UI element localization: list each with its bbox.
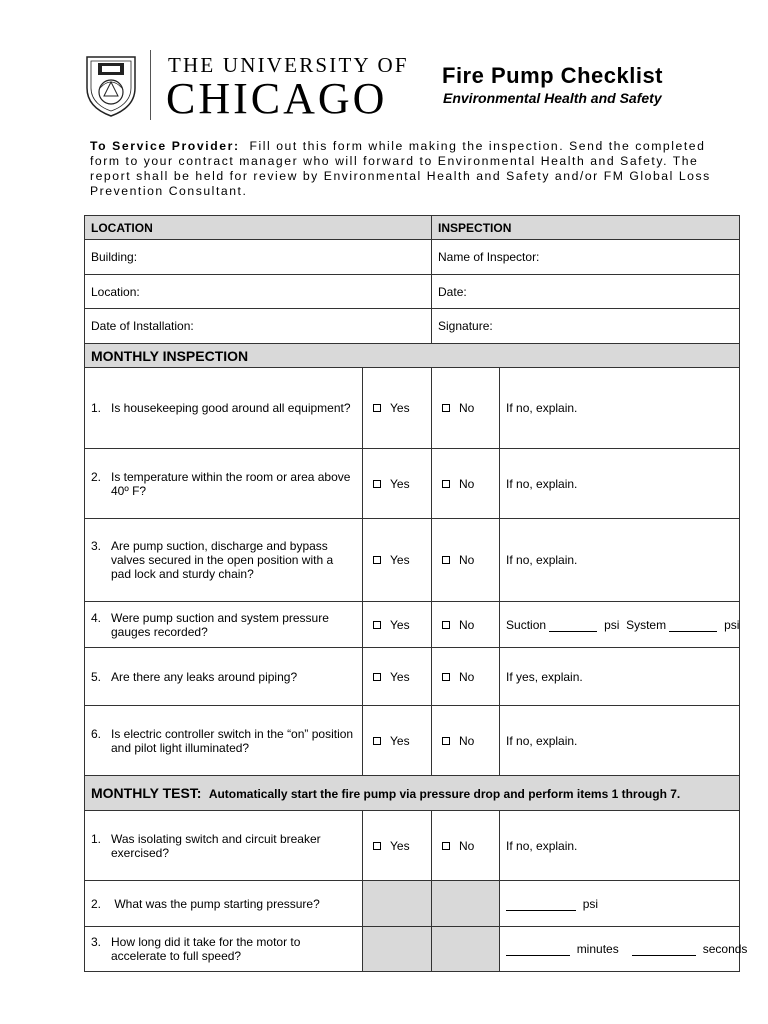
item-number: 6. xyxy=(91,726,102,741)
item-number: 2. xyxy=(91,896,102,911)
monthly-test-title: MONTHLY TEST: xyxy=(91,785,202,801)
form-subtitle: Environmental Health and Safety xyxy=(443,90,662,106)
no-checkbox[interactable]: No xyxy=(438,477,474,491)
university-seal-icon xyxy=(84,54,138,118)
disabled-cell xyxy=(363,927,432,972)
item-number: 4. xyxy=(91,610,102,625)
item-question: Are there any leaks around piping? xyxy=(111,669,298,684)
explain-field[interactable]: If yes, explain. xyxy=(500,648,740,706)
checkbox-square-icon xyxy=(373,480,381,488)
checkbox-square-icon xyxy=(442,556,450,564)
yes-checkbox[interactable]: Yes xyxy=(369,670,410,684)
item-question: Are pump suction, discharge and bypass valves secured in the open position with a pad lock and sturdy chain? xyxy=(111,539,334,581)
inspector-name-field[interactable]: Name of Inspector: xyxy=(432,240,740,275)
item-question: Is temperature within the room or area above 40º F? xyxy=(111,469,351,498)
info-header-row xyxy=(85,216,740,240)
checkbox-square-icon xyxy=(373,556,381,564)
explain-field[interactable]: If no, explain. xyxy=(500,519,740,602)
explain-field[interactable]: If no, explain. xyxy=(500,811,740,881)
table-row xyxy=(85,927,740,972)
item-question: How long did it take for the motor to accelerate to full speed? xyxy=(111,935,301,963)
checkbox-square-icon xyxy=(373,404,381,412)
no-checkbox[interactable]: No xyxy=(438,618,474,632)
yes-checkbox[interactable]: Yes xyxy=(369,839,410,853)
suction-label: Suction xyxy=(506,617,547,632)
checkbox-square-icon xyxy=(442,737,450,745)
monthly-inspection-title: MONTHLY INSPECTION xyxy=(91,347,249,364)
system-psi-input[interactable] xyxy=(669,631,717,632)
monthly-test-header-row xyxy=(85,776,740,811)
psi-unit: psi xyxy=(604,617,620,632)
yes-checkbox[interactable]: Yes xyxy=(369,618,410,632)
checkbox-square-icon xyxy=(442,842,450,850)
item-number: 1. xyxy=(91,401,102,415)
checkbox-square-icon xyxy=(442,404,450,412)
table-row xyxy=(85,368,740,449)
item-question: Is housekeeping good around all equipment? xyxy=(111,401,351,415)
checkbox-square-icon xyxy=(373,621,381,629)
disabled-cell xyxy=(432,881,500,927)
explain-field[interactable]: If no, explain. xyxy=(500,449,740,519)
explain-field[interactable]: If no, explain. xyxy=(500,706,740,776)
info-row xyxy=(85,275,740,309)
table-row xyxy=(85,449,740,519)
no-checkbox[interactable]: No xyxy=(438,401,474,415)
seconds-input[interactable] xyxy=(632,955,696,956)
location-header: LOCATION xyxy=(85,216,432,240)
checkbox-square-icon xyxy=(373,673,381,681)
item-number: 3. xyxy=(91,539,102,553)
psi-unit: psi xyxy=(724,617,740,632)
intro-text: Fill out this form while making the inspection. Send the completed form to your contract manager who will forward to Environmental Health and Safety. The report shall be held for review by Environmental Health and Safety and/or FM Global Loss Prevention Consultant. xyxy=(90,139,711,198)
seconds-label: seconds xyxy=(702,942,748,956)
building-field[interactable]: Building: xyxy=(85,240,432,275)
item-number: 1. xyxy=(91,831,102,846)
pressure-gauge-fields xyxy=(500,602,740,648)
item-number: 5. xyxy=(91,669,102,684)
item-number: 2. xyxy=(91,469,102,484)
no-checkbox[interactable]: No xyxy=(438,734,474,748)
checkbox-square-icon xyxy=(373,737,381,745)
minutes-label: minutes xyxy=(576,942,619,956)
location-field[interactable]: Location: xyxy=(85,275,432,309)
checkbox-square-icon xyxy=(442,621,450,629)
table-row xyxy=(85,519,740,602)
table-row xyxy=(85,811,740,881)
minutes-input[interactable] xyxy=(506,955,570,956)
system-label: System xyxy=(626,617,667,632)
item-question: Is electric controller switch in the “on” position and pilot light illuminated? xyxy=(111,726,354,755)
checkbox-square-icon xyxy=(442,673,450,681)
installation-date-field[interactable]: Date of Installation: xyxy=(85,309,432,344)
table-row xyxy=(85,648,740,706)
checkbox-square-icon xyxy=(373,842,381,850)
intro-paragraph xyxy=(90,139,730,199)
university-name-line2: CHICAGO xyxy=(166,74,388,123)
table-row xyxy=(85,706,740,776)
form-title: Fire Pump Checklist xyxy=(442,63,664,88)
yes-checkbox[interactable]: Yes xyxy=(369,401,410,415)
inspection-header: INSPECTION xyxy=(432,216,740,240)
suction-psi-input[interactable] xyxy=(549,631,597,632)
no-checkbox[interactable]: No xyxy=(438,553,474,567)
item-question: Was isolating switch and circuit breaker exercised? xyxy=(111,831,321,860)
date-field[interactable]: Date: xyxy=(432,275,740,309)
checklist-table xyxy=(84,215,748,972)
header-divider xyxy=(150,50,151,120)
signature-field[interactable]: Signature: xyxy=(432,309,740,344)
item-question: What was the pump starting pressure? xyxy=(111,896,320,911)
checkbox-square-icon xyxy=(442,480,450,488)
info-row xyxy=(85,309,740,344)
table-row xyxy=(85,881,740,927)
intro-label: To Service Provider: xyxy=(90,139,240,153)
disabled-cell xyxy=(363,881,432,927)
yes-checkbox[interactable]: Yes xyxy=(369,553,410,567)
yes-checkbox[interactable]: Yes xyxy=(369,477,410,491)
explain-field[interactable]: If no, explain. xyxy=(500,368,740,449)
info-row xyxy=(85,240,740,275)
disabled-cell xyxy=(432,927,500,972)
acceleration-time-field xyxy=(500,927,748,972)
item-question: Were pump suction and system pressure gauges recorded? xyxy=(111,610,329,639)
monthly-inspection-header-row xyxy=(85,344,740,368)
yes-checkbox[interactable]: Yes xyxy=(369,734,410,748)
item-number: 3. xyxy=(91,935,102,949)
university-name-line1: THE UNIVERSITY OF xyxy=(168,53,409,77)
psi-unit: psi xyxy=(582,896,599,911)
no-checkbox[interactable]: No xyxy=(438,839,474,853)
table-row xyxy=(85,602,740,648)
no-checkbox[interactable]: No xyxy=(438,670,474,684)
starting-pressure-input[interactable] xyxy=(506,910,576,911)
monthly-test-instruction: Automatically start the fire pump via pressure drop and perform items 1 through 7. xyxy=(208,787,681,801)
document-header xyxy=(0,0,768,130)
starting-pressure-field xyxy=(500,881,740,927)
